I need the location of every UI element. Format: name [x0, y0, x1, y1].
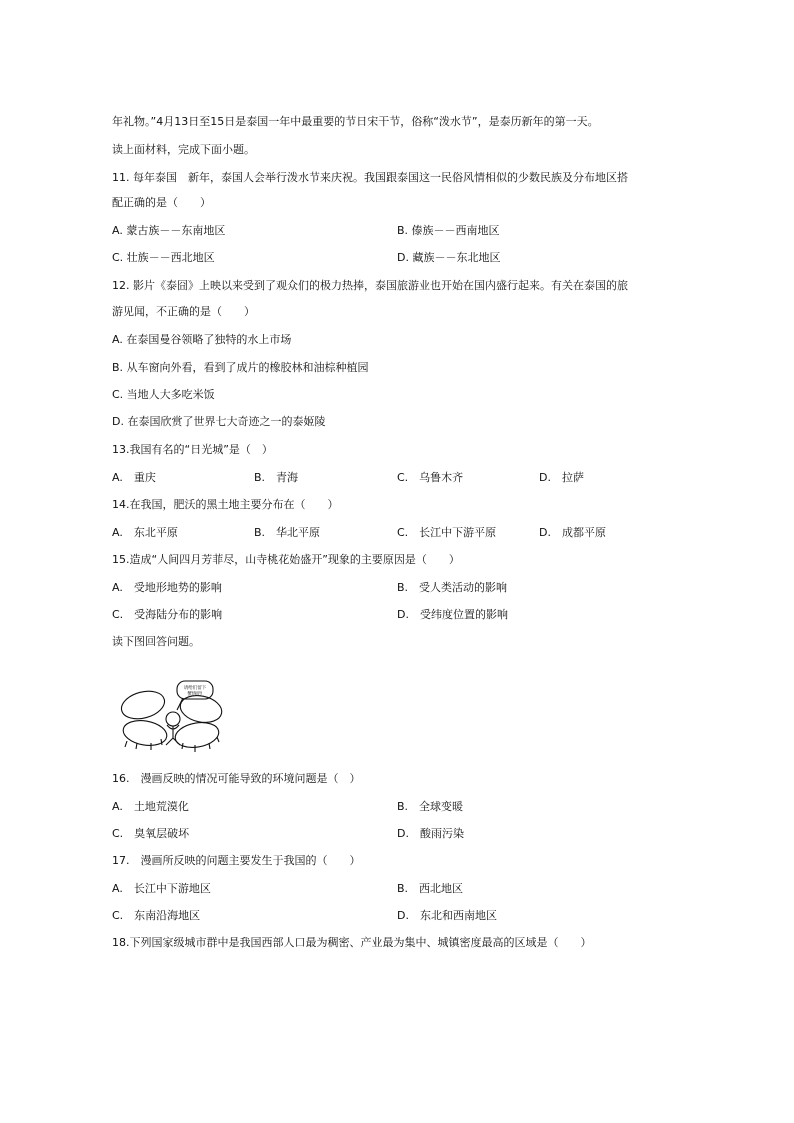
- q17-stem: 17. 漫画所反映的问题主要发生于我国的（ ）: [112, 854, 361, 867]
- q11-stem-1: 11. 每年泰国 新年，泰国人会举行泼水节来庆祝。我国跟泰国这一民俗风情相似的少数民族及分布地区搭: [112, 171, 628, 184]
- speech-bubble-text-2: 蟹情吧!: [187, 692, 203, 697]
- q14-option-d: D. 成都平原: [539, 526, 606, 539]
- q15-option-d: D. 受纬度位置的影响: [397, 608, 508, 621]
- q16-option-a: A. 土地荒漠化: [112, 800, 189, 813]
- speech-bubble-text: 请给们留下: [183, 686, 207, 691]
- q12-option-c: C. 当地人大多吃米饭: [112, 388, 215, 401]
- q16-stem: 16. 漫画反映的情况可能导致的环境问题是（ ）: [112, 772, 361, 785]
- q12-option-d: D. 在泰国欣赏了世界七大奇迹之一的泰姬陵: [112, 415, 326, 428]
- q15-option-c: C. 受海陆分布的影响: [112, 608, 223, 621]
- q13-option-d: D. 拉萨: [539, 471, 584, 484]
- q11-option-b: B. 傣族－－西南地区: [397, 224, 500, 237]
- cartoon-image: [117, 679, 225, 755]
- q17-option-d: D. 东北和西南地区: [397, 909, 497, 922]
- cloud-upper-right: [178, 692, 224, 726]
- q12-stem-1: 12. 影片《泰囧》上映以来受到了观众们的极力热捧，泰国旅游业也开始在国内盛行起来。有关在泰国的旅: [112, 279, 628, 292]
- q16-option-b: B. 全球变暖: [397, 800, 464, 813]
- q14-option-a: A. 东北平原: [112, 526, 178, 539]
- q13-option-a: A. 重庆: [112, 471, 156, 484]
- q18-stem: 18.下列国家级城市群中是我国西部人口最为稠密、产业最为集中、城镇密度最高的区域是（ ）: [112, 936, 592, 949]
- q16-option-c: C. 臭氧层破坏: [112, 827, 190, 840]
- intro-line-2: 读上面材料，完成下面小题。: [112, 143, 255, 156]
- center-figure-body: [166, 725, 180, 745]
- q11-option-a: A. 蒙古族－－东南地区: [112, 224, 226, 237]
- q17-option-a: A. 长江中下游地区: [112, 882, 211, 895]
- q11-stem-2: 配正确的是（ ）: [112, 196, 211, 209]
- q13-option-c: C. 乌鲁木齐: [397, 471, 464, 484]
- q14-option-b: B. 华北平原: [254, 526, 321, 539]
- q17-option-b: B. 西北地区: [397, 882, 464, 895]
- q14-stem: 14.在我国，肥沃的黑土地主要分布在（ ）: [112, 498, 339, 511]
- q12-stem-2: 游见闻，不正确的是（ ）: [112, 305, 255, 318]
- q13-option-b: B. 青海: [254, 471, 299, 484]
- q15-stem: 15.造成“人间四月芳菲尽，山寺桃花始盛开”现象的主要原因是（ ）: [112, 553, 460, 566]
- q17-option-c: C. 东南沿海地区: [112, 909, 201, 922]
- center-figure-head: [166, 712, 180, 726]
- cloud-upper-left: [118, 687, 167, 724]
- q11-option-c: C. 壮族－－西北地区: [112, 251, 215, 264]
- q11-option-d: D. 藏族－－东北地区: [397, 251, 501, 264]
- q15-option-b: B. 受人类活动的影响: [397, 581, 508, 594]
- cloud-lower-right: [173, 719, 220, 750]
- q15-option-a: A. 受地形地势的影响: [112, 581, 222, 594]
- figure-intro: 读下图回答问题。: [112, 635, 200, 648]
- intro-line-1: 年礼物。”4月13日至15日是泰国一年中最重要的节日宋干节，俗称“泼水节”，是泰历新年的第一天。: [112, 115, 599, 128]
- q13-stem: 13.我国有名的“日光城”是（ ）: [112, 443, 273, 456]
- q16-option-d: D. 酸雨污染: [397, 827, 464, 840]
- q12-option-a: A. 在泰国曼谷领略了独特的水上市场: [112, 333, 292, 346]
- q14-option-c: C. 长江中下游平原: [397, 526, 497, 539]
- q12-option-b: B. 从车窗向外看，看到了成片的橡胶林和油棕种植园: [112, 361, 369, 374]
